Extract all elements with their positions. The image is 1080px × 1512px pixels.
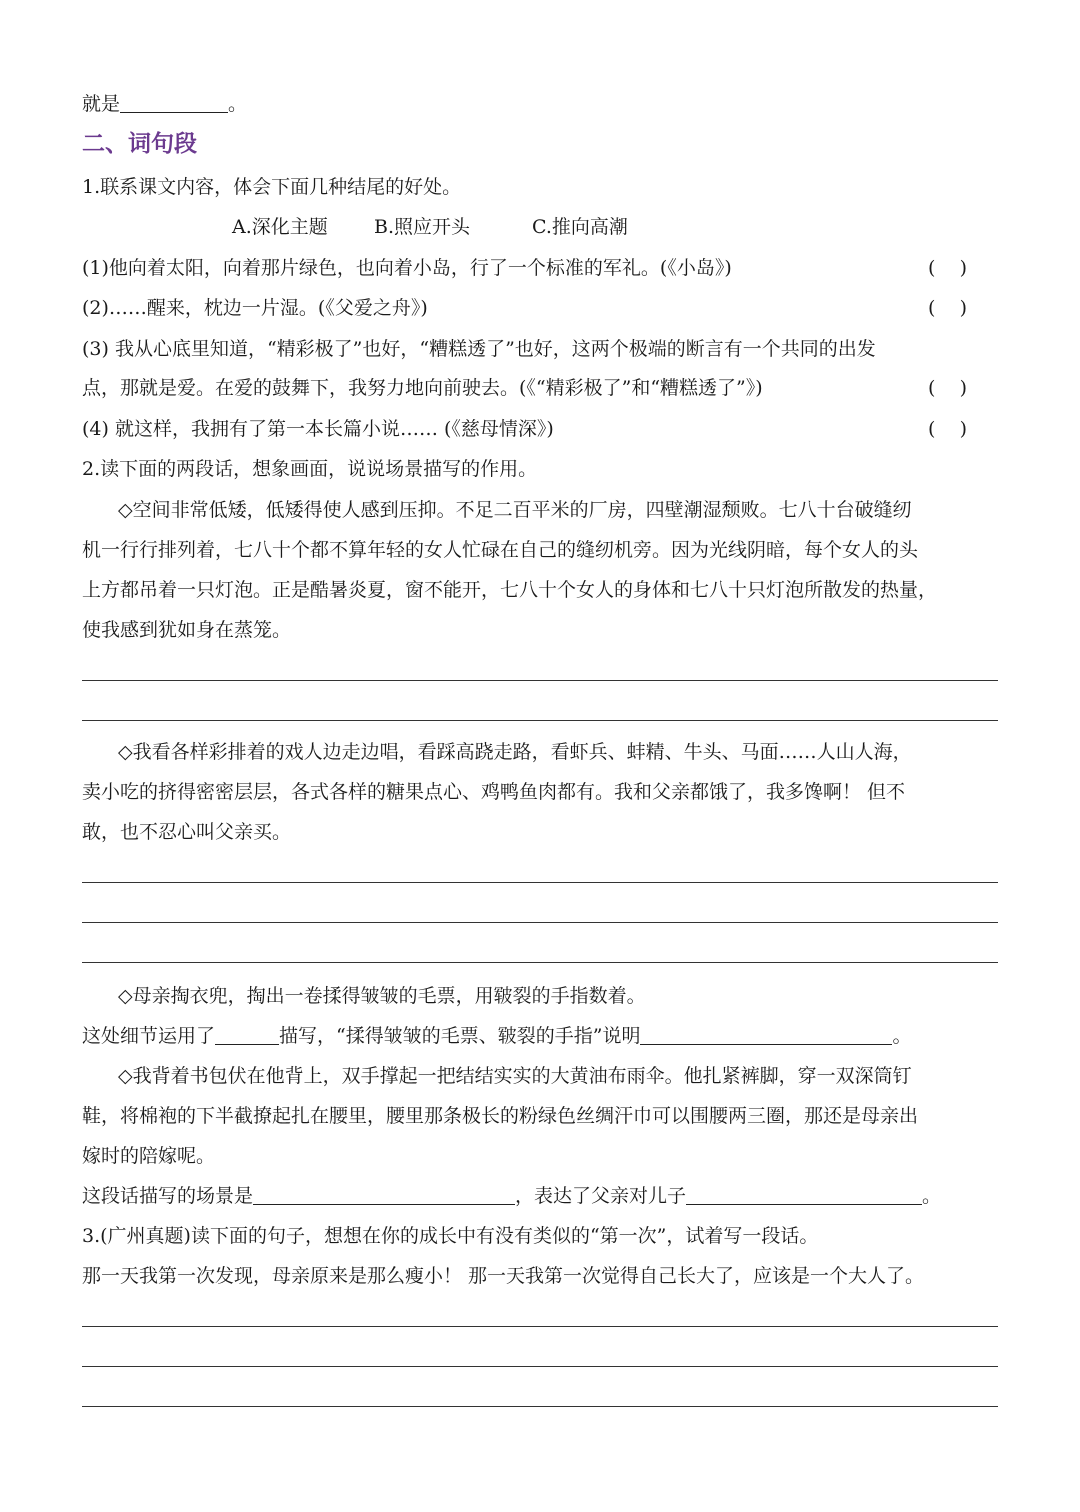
answer-line[interactable] <box>82 680 998 681</box>
answer-paren-2[interactable]: ( ) <box>928 297 967 319</box>
q1-item-1: (1)他向着太阳，向着那片绿色，也向着小岛，行了一个标准的军礼。(《小岛》) <box>82 257 732 279</box>
answer-blank[interactable] <box>215 1024 279 1045</box>
top-fill-line <box>82 90 247 118</box>
q1-item-4: (4) 就这样，我拥有了第一本长篇小说…… (《慈母情深》) <box>82 418 554 440</box>
option-c: C.推向高潮 <box>532 216 628 238</box>
answer-paren-1[interactable]: ( ) <box>928 257 967 279</box>
answer-line[interactable] <box>82 720 998 721</box>
answer-line[interactable] <box>82 962 998 963</box>
fill-1-suffix: 。 <box>892 1025 912 1047</box>
answer-line[interactable] <box>82 922 998 923</box>
question-3-stem: 3.(广州真题)读下面的句子，想想在你的成长中有没有类似的“第一次”，试着写一段话。 <box>82 1225 819 1247</box>
passage-2-line: 卖小吃的挤得密密层层，各式各样的糖果点心、鸡鸭鱼肉都有。我和父亲都饿了，我多馋啊！ 但不 <box>82 781 906 803</box>
q1-item-2: (2)……醒来，枕边一片湿。(《父爱之舟》) <box>82 297 428 319</box>
passage-4-line: 鞋，将棉袍的下半截撩起扎在腰里，腰里那条极长的粉绿色丝绸汗巾可以围腰两三圈，那还是母亲出 <box>82 1105 919 1127</box>
fill-line-1 <box>82 1022 911 1050</box>
question-3-sentence: 那一天我第一次发现，母亲原来是那么瘦小！ 那一天我第一次觉得自己长大了，应该是一个大人了。 <box>82 1265 925 1287</box>
passage-2-line: 敢，也不忍心叫父亲买。 <box>82 821 292 843</box>
answer-line[interactable] <box>82 1326 998 1327</box>
answer-blank[interactable] <box>253 1184 515 1205</box>
fill-2-middle: ，表达了父亲对儿子 <box>515 1185 687 1207</box>
passage-3-line: ◇母亲掏衣兜，掏出一卷揉得皱皱的毛票，用皲裂的手指数着。 <box>118 985 646 1007</box>
fill-1-prefix: 这处细节运用了 <box>82 1025 216 1047</box>
question-1-stem: 1.联系课文内容，体会下面几种结尾的好处。 <box>82 176 462 198</box>
answer-blank[interactable] <box>120 92 228 113</box>
fill-line-2 <box>82 1182 941 1210</box>
option-b: B.照应开头 <box>374 216 471 238</box>
option-a: A.深化主题 <box>232 216 328 238</box>
answer-line[interactable] <box>82 882 998 883</box>
passage-4-line: ◇我背着书包伏在他背上，双手撑起一把结结实实的大黄油布雨伞。他扎紧裤脚，穿一双深筒钉 <box>118 1065 912 1087</box>
fill-2-suffix: 。 <box>922 1185 942 1207</box>
fill-2-prefix: 这段话描写的场景是 <box>82 1185 254 1207</box>
fill-1-middle: 描写，“揉得皱皱的毛票、皲裂的手指”说明 <box>279 1025 641 1047</box>
answer-blank[interactable] <box>640 1024 892 1045</box>
passage-1-line: 机一行行排列着，七八十个都不算年轻的女人忙碌在自己的缝纫机旁。因为光线阴暗，每个女人的头 <box>82 539 919 561</box>
answer-paren-4[interactable]: ( ) <box>928 418 967 440</box>
passage-1-line: 使我感到犹如身在蒸笼。 <box>82 619 292 641</box>
passage-2-line: ◇我看各样彩排着的戏人边走边唱，看踩高跷走路，看虾兵、蚌精、牛头、马面……人山人海， <box>118 741 912 763</box>
answer-line[interactable] <box>82 1406 998 1407</box>
answer-line[interactable] <box>82 1366 998 1367</box>
q1-item-3-cont: 点，那就是爱。在爱的鼓舞下，我努力地向前驶去。(《“精彩极了”和“糟糕透了”》) <box>82 377 763 399</box>
answer-blank[interactable] <box>686 1184 922 1205</box>
passage-4-line: 嫁时的陪嫁呢。 <box>82 1145 216 1167</box>
answer-paren-3[interactable]: ( ) <box>928 377 967 399</box>
q1-item-3: (3) 我从心底里知道，“精彩极了”也好，“糟糕透了”也好，这两个极端的断言有一个共同的出发 <box>82 338 876 360</box>
question-2-stem: 2.读下面的两段话，想象画面，说说场景描写的作用。 <box>82 458 538 480</box>
top-line-prefix: 就是 <box>82 93 121 115</box>
passage-1-line: ◇空间非常低矮，低矮得使人感到压抑。不足二百平米的厂房，四壁潮湿颓败。七八十台破缝纫 <box>118 499 912 521</box>
top-line-suffix: 。 <box>228 93 248 115</box>
passage-1-line: 上方都吊着一只灯泡。正是酷暑炎夏，窗不能开，七八十个女人的身体和七八十只灯泡所散发的热量， <box>82 579 938 601</box>
section-title: 二、词句段 <box>82 131 197 157</box>
